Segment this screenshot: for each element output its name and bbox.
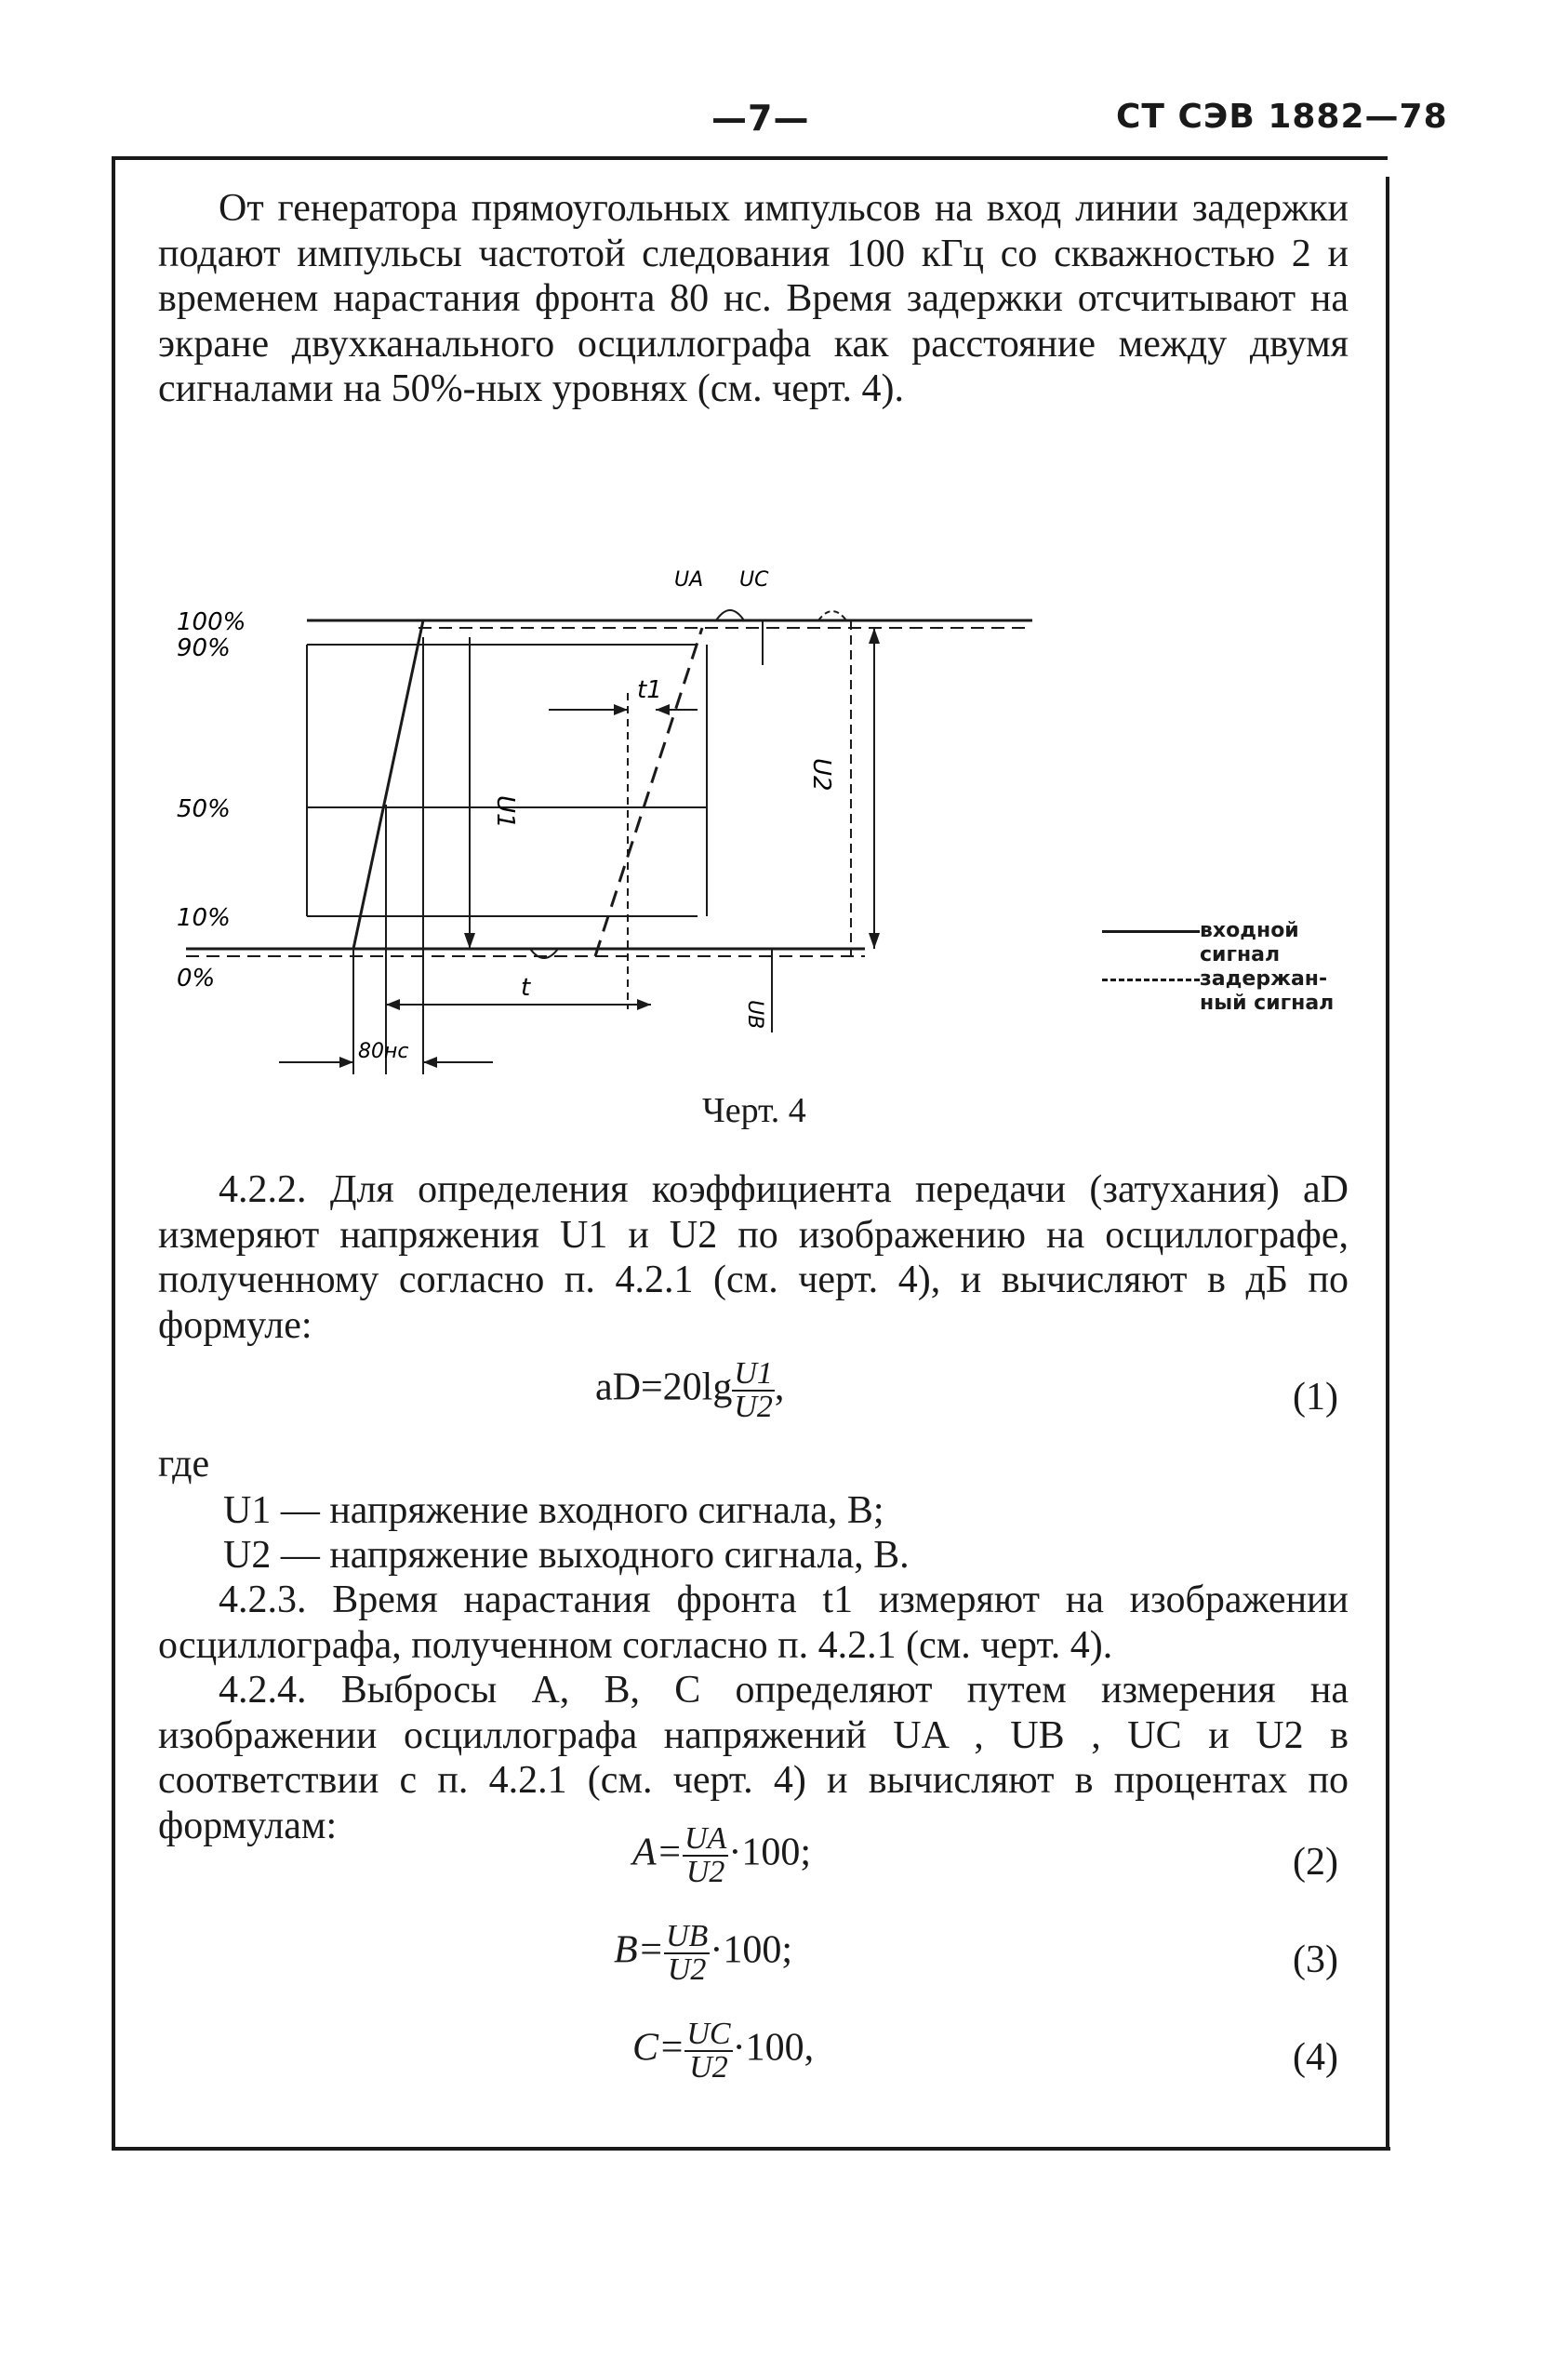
formula-3-num: UB (666, 1919, 709, 1953)
input-rising-edge (353, 620, 423, 949)
label-t1: t1 (637, 676, 662, 704)
label-0: 0% (177, 965, 216, 992)
label-ub: UB (743, 1000, 766, 1030)
formula-2-lhs: A= (632, 1831, 683, 1874)
oscillogram-figure (167, 526, 1097, 1074)
label-uc: UC (739, 568, 769, 592)
bottom-rule (112, 2147, 1390, 2151)
label-u1: U1 (491, 795, 519, 829)
formula-1-den: U2 (734, 1390, 773, 1424)
left-frame-rule (112, 158, 115, 2149)
formula-1-lhs: aD=20lg (595, 1366, 733, 1409)
where-label: где (158, 1443, 210, 1485)
formula-1-tail: , (774, 1366, 785, 1409)
formula-3 (614, 1921, 792, 1986)
page-header (0, 98, 1568, 153)
label-90: 90% (177, 634, 231, 662)
standard-code: СТ СЭВ 1882—78 (1116, 98, 1448, 136)
label-ua: UA (674, 568, 704, 592)
label-rise-time: 80нс (358, 1040, 409, 1063)
formula-2-number: (2) (1293, 1841, 1338, 1884)
legend-input-2: сигнал (1200, 943, 1281, 966)
formula-3-tail: ·100; (710, 1928, 792, 1972)
label-100: 100% (177, 608, 246, 636)
formula-3-den: U2 (667, 1952, 707, 1987)
figure-legend (1102, 919, 1334, 1016)
label-u2: U2 (807, 758, 835, 792)
formula-1-number: (1) (1293, 1376, 1338, 1419)
formula-4-number: (4) (1293, 2036, 1338, 2079)
formula-2 (632, 1823, 811, 1888)
formula-2-num: UA (684, 1821, 727, 1856)
label-50: 50% (177, 795, 231, 823)
formula-3-number: (3) (1293, 1938, 1338, 1981)
u2-definition: U2 — напряжение выходного сигнала, В. (223, 1534, 910, 1577)
right-frame-rule (1386, 177, 1389, 2147)
section-4-2-2: 4.2.2. Для определения коэффициента передачи (затухания) aD измеряют напряжения U1 и U2 по изображению на осциллографе, полученному согласно п. 4.2.1 (см. черт. 4), и вычисляют в дБ по формуле: (158, 1168, 1349, 1347)
legend-solid-line (1102, 930, 1200, 933)
formula-1 (595, 1358, 784, 1423)
label-10: 10% (177, 904, 231, 932)
intro-paragraph: От генератора прямоугольных импульсов на вход линии задержки подают импульсы частотой следования 100 кГц со скважностью 2 и временем нарастания фронта 80 нс. Время задержки отсчитывают на экране двухканального осциллографа как расстояние между двумя сигналами на 50%-ных уровнях (см. черт. 4). (158, 187, 1349, 410)
section-4-2-3: 4.2.3. Время нарастания фронта t1 измеряют на изображении осциллографа, полученном согласно п. 4.2.1 (см. черт. 4). (158, 1579, 1349, 1667)
page-number: —7— (711, 98, 810, 139)
legend-input-1: входной (1200, 919, 1299, 942)
formula-2-den: U2 (685, 1855, 725, 1889)
formula-3-lhs: B= (614, 1928, 664, 1972)
figure-caption: Черт. 4 (702, 1091, 806, 1130)
legend-delayed-1: задержан- (1200, 967, 1328, 991)
formula-4-num: UC (686, 2017, 731, 2051)
top-rule (112, 156, 1388, 160)
formula-4 (632, 2018, 814, 2084)
formula-4-lhs: C= (632, 2026, 685, 2070)
formula-2-tail: ·100; (728, 1831, 811, 1874)
legend-delayed-2: ный сигнал (1200, 992, 1335, 1015)
legend-dashed-line (1102, 979, 1200, 981)
section-4-2-4: 4.2.4. Выбросы A, B, C определяют путем измерения на изображении осциллографа напряжений UA , UB , UC и U2 в соответствии с п. 4.2.1 (см. черт. 4) и вычисляют в процентах по формулам: (158, 1669, 1349, 1847)
u1-definition: U1 — напряжение входного сигнала, В; (223, 1489, 884, 1532)
formula-1-num: U1 (734, 1356, 773, 1391)
formula-4-tail: ·100, (732, 2026, 815, 2070)
label-t: t (521, 974, 531, 1002)
formula-4-den: U2 (689, 2050, 728, 2085)
